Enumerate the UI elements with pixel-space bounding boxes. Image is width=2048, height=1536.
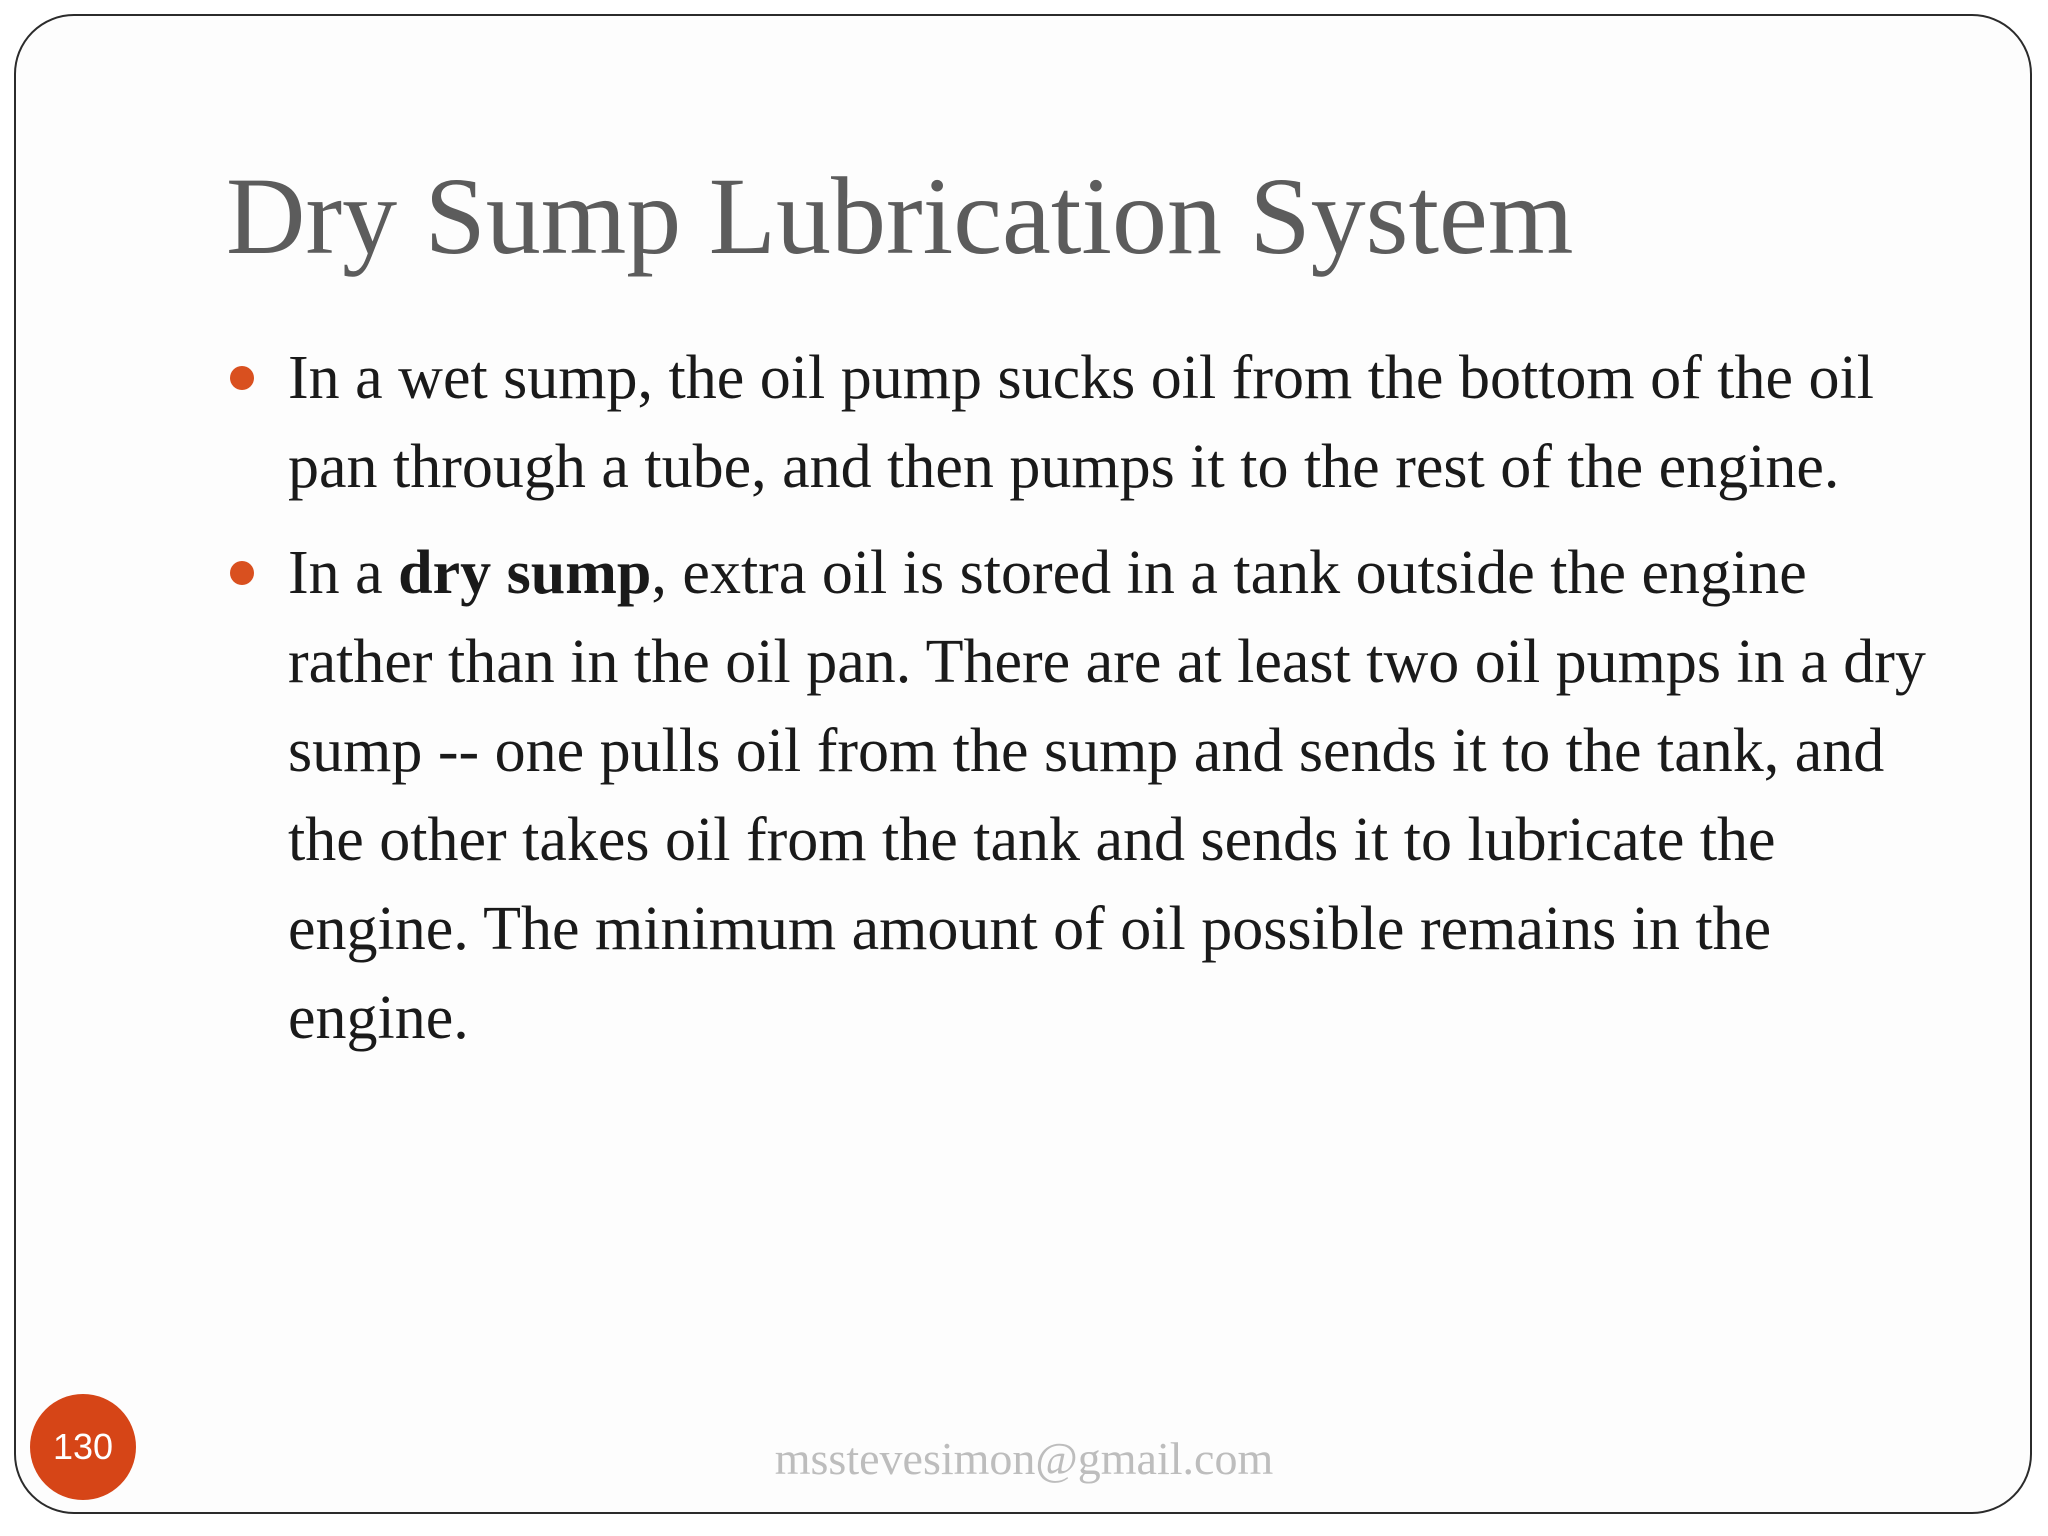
bullet-suffix: , extra oil is stored in a tank outside the engine rather than in the oil pan. There are at least two oil pumps in a dry sump -- one pulls oil from the sump and sends it to the tank, and the other takes oil from the tank and sends it to lubricate the engine. The minimum amount of oil possible remains in the engine. bbox=[288, 539, 1926, 1052]
bullet-list bbox=[226, 334, 1926, 1080]
bullet-text bbox=[288, 539, 1926, 1052]
bullet-item-dry-sump bbox=[226, 529, 1926, 1063]
slide-title: Dry Sump Lubrication System bbox=[226, 155, 1574, 277]
page-number-badge: 130 bbox=[30, 1394, 136, 1500]
bullet-item-wet-sump bbox=[226, 334, 1926, 512]
bullet-dot-icon bbox=[230, 366, 254, 390]
bullet-dot-icon bbox=[230, 561, 254, 585]
bullet-bold-term: dry sump bbox=[398, 539, 652, 607]
footer-email: msstevesimon@gmail.com bbox=[774, 1433, 1274, 1484]
bullet-text: In a wet sump, the oil pump sucks oil from the bottom of the oil pan through a tube, and then pumps it to the rest of the engine. bbox=[288, 344, 1874, 501]
bullet-prefix: In a bbox=[288, 539, 399, 607]
